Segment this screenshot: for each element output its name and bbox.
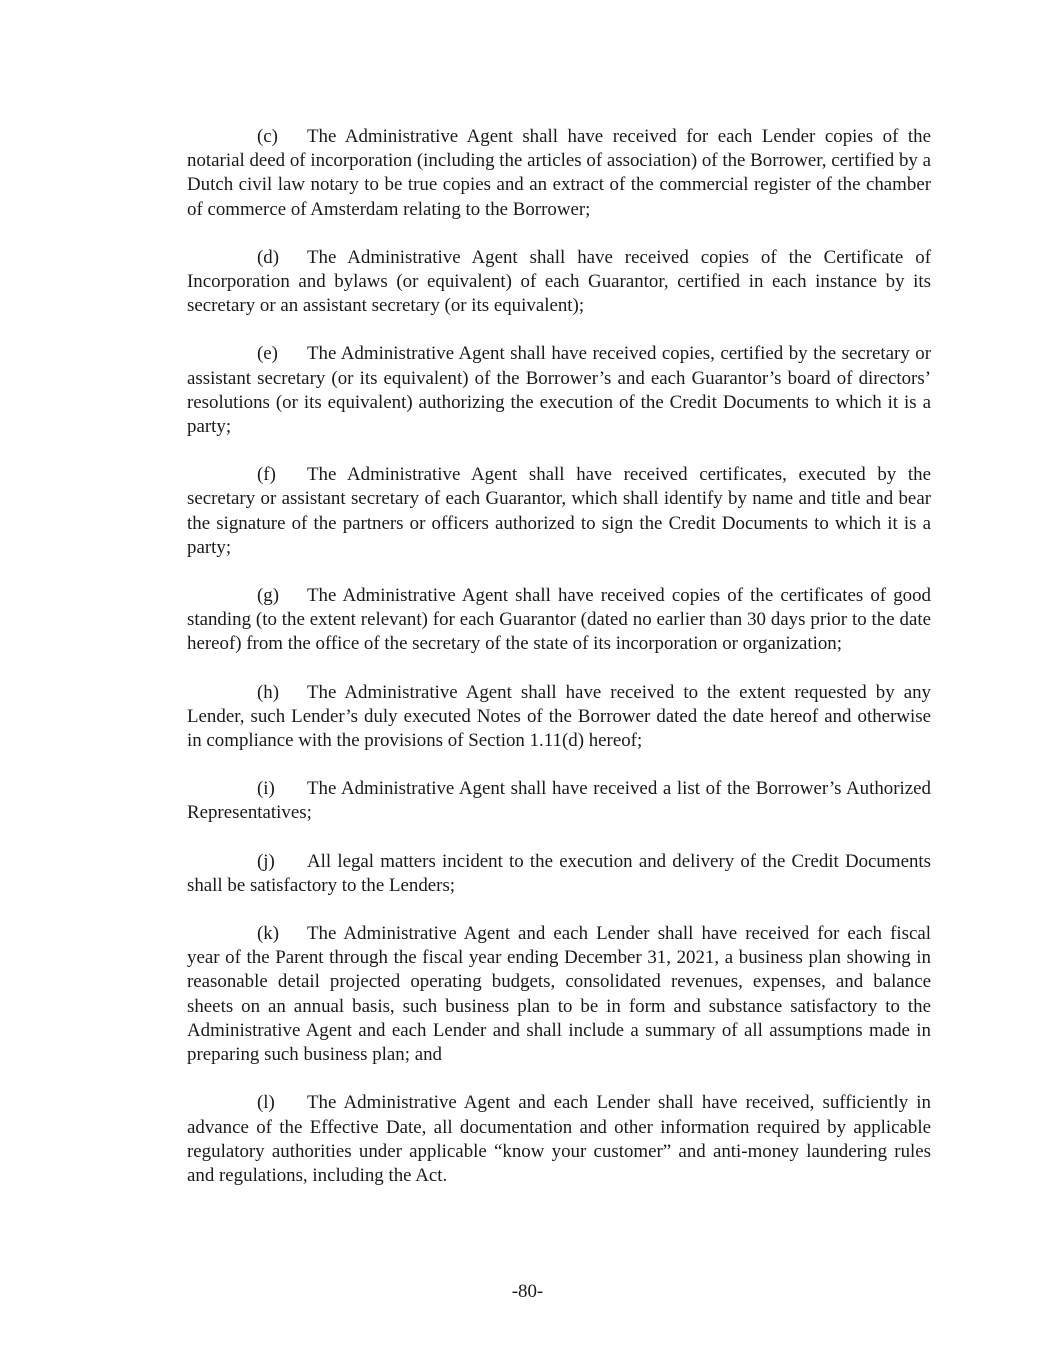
clause-label: (i) [257,778,275,800]
clause-text: The Administrative Agent and each Lender shall have received, sufficiently in advance of the Effective Date, all documentation and other information required by applicable regulatory authorities under applicable “know your customer” and anti-money laundering rules and regulations, including the Act. [187,1092,931,1186]
clause-label: (l) [257,1092,275,1114]
clause-label: (h) [257,681,280,703]
clause-text: The Administrative Agent shall have received to the extent requested by any Lender, such Lender’s duly executed Notes of the Borrower dated the date hereof and otherwise in compliance with the provisions of Section 1.11(d) hereof; [187,681,931,752]
clause-text: The Administrative Agent shall have received copies of the Certificate of Incorporation and bylaws (or equivalent) of each Guarantor, certified in each instance by its secretary or an assistant secretary (or its equivalent); [187,246,931,317]
clause-label: (g) [257,585,280,607]
clause-e [187,342,931,439]
clause-k [187,922,931,1067]
clause-text: All legal matters incident to the execution and delivery of the Credit Documents shall be satisfactory to the Lenders; [187,850,931,896]
clause-text: The Administrative Agent shall have received copies of the certificates of good standing (to the extent relevant) for each Guarantor (dated no earlier than 30 days prior to the date hereof) from the office of the secretary of the state of its incorporation or organization; [187,585,931,655]
clause-d [187,246,931,319]
page-number: -80- [511,1281,544,1302]
clause-text: The Administrative Agent shall have received copies, certified by the secretary or assistant secretary (or its equivalent) of the Borrower’s and each Guarantor’s board of directors’ resolutions (or its equivalent) authorizing the execution of the Credit Documents to which it is a party; [187,343,931,438]
clause-label: (d) [257,246,280,268]
clause-j [187,850,931,898]
clause-text: The Administrative Agent and each Lender shall have received for each fiscal year of the Parent through the fiscal year ending December 31, 2021, a business plan showing in reasonable detail projected operating budgets, consolidated revenues, expenses, and balance sheets on an annual basis, such business plan to be in form and substance satisfactory to the Administrative Agent and each Lender and shall include a summary of all assumptions made in preparing such business plan; and [187,923,931,1066]
clause-text: The Administrative Agent shall have received a list of the Borrower’s Authorized Representatives; [187,778,931,824]
clause-g [187,584,931,657]
clause-c [187,125,931,222]
clause-text: The Administrative Agent shall have received for each Lender copies of the notarial deed of incorporation (including the articles of association) of the Borrower, certified by a Dutch civil law notary to be true copies and an extract of the commercial register of the chamber of commerce of Amsterdam relating to the Borrower; [187,126,931,220]
clause-label: (f) [257,464,276,486]
clause-l [187,1091,931,1188]
clause-i [187,777,931,825]
clause-label: (j) [257,850,275,872]
clause-text: The Administrative Agent shall have received certificates, executed by the secretary or assistant secretary of each Guarantor, which shall identify by name and title and bear the signature of the partners or officers authorized to sign the Credit Documents to which it is a party; [187,464,931,558]
clause-h [187,681,931,754]
clause-label: (c) [257,126,278,147]
clause-label: (k) [257,923,280,945]
clause-f [187,463,931,560]
clause-list [187,125,931,1212]
clause-label: (e) [257,343,278,365]
